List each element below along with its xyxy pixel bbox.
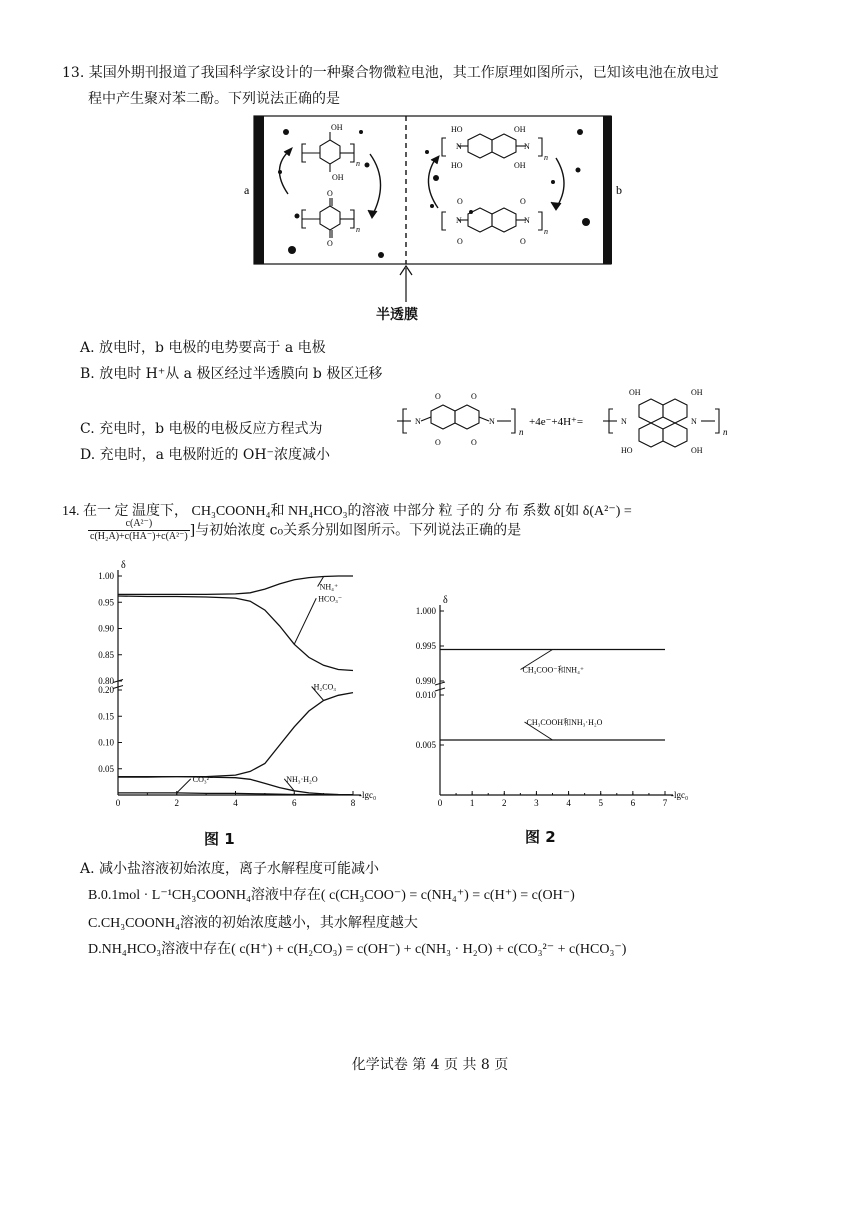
- series-label-0: NH₄⁺: [319, 582, 339, 592]
- svg-text:N: N: [691, 417, 697, 426]
- reduction-equation-diagram: [395, 385, 755, 457]
- svg-text:O: O: [471, 438, 477, 447]
- eq-n-left: n: [519, 427, 524, 437]
- x-tick-label: 2: [174, 798, 179, 808]
- svg-text:N: N: [456, 142, 462, 151]
- series-leader-4: [177, 779, 191, 793]
- page-footer: 化学试卷 第 4 页 共 8 页: [351, 1057, 509, 1073]
- electrode-b-label: b: [616, 183, 622, 197]
- svg-text:n: n: [356, 225, 360, 234]
- y-tick-label: 0.90: [98, 623, 114, 634]
- x-axis-label: -lgc₀: [359, 790, 377, 800]
- figure-2-caption: 图 2: [525, 828, 556, 846]
- svg-text:N: N: [621, 417, 627, 426]
- svg-text:OH: OH: [514, 161, 526, 170]
- svg-text:N: N: [415, 417, 421, 426]
- svg-text:OH: OH: [691, 388, 703, 397]
- svg-text:HO: HO: [621, 446, 633, 455]
- x-axis-label: -lgc₀: [671, 790, 689, 800]
- x-tick-label: 6: [292, 798, 297, 808]
- x-tick-label: 4: [566, 798, 571, 808]
- particles: [278, 129, 590, 258]
- svg-text:n: n: [544, 227, 548, 236]
- x-tick-label: 5: [598, 798, 603, 808]
- eq-plus-electrons: +4e⁻+4H⁺=: [529, 416, 584, 428]
- svg-text:O: O: [435, 392, 441, 401]
- svg-text:HO: HO: [451, 125, 463, 134]
- y-tick-label: 0.010: [415, 690, 436, 700]
- eq-n-right: n: [723, 427, 728, 437]
- y-tick-label: 0.80: [98, 676, 114, 686]
- y-tick-label: 1.000: [415, 606, 436, 616]
- svg-text:OH: OH: [331, 123, 343, 132]
- y-tick-label: 0.10: [98, 737, 114, 748]
- cell-frame: [254, 116, 611, 264]
- svg-text:O: O: [520, 197, 526, 206]
- series-line-0: [118, 576, 353, 594]
- figure-2: [410, 595, 700, 820]
- svg-text:O: O: [520, 237, 526, 246]
- electrode-a-label: a: [244, 183, 250, 197]
- y-tick-label: 0.95: [98, 597, 114, 608]
- q13-stem-line1: 13. 某国外期刊报道了我国科学家设计的一种聚合物微粒电池，其工作原理如图所示，已知该电池在放电过: [62, 65, 719, 81]
- y-axis-label: δ: [443, 595, 448, 606]
- q13-option-d: D. 充电时，a 电极附近的 OH⁻浓度减小: [80, 447, 330, 463]
- electrode-a: [254, 116, 264, 264]
- fraction-denominator: c(H₂A)+c(HA⁻)+c(A²⁻): [90, 531, 188, 542]
- q14-stem-tail: ]与初始浓度 c₀关系分别如图所示。下列说法正确的是: [189, 522, 522, 539]
- svg-text:n: n: [356, 159, 360, 168]
- figure-2-chart: [410, 595, 700, 820]
- x-tick-label: 4: [233, 798, 238, 808]
- q13-option-c: C. 充电时，b 电极的电极反应方程式为: [80, 421, 323, 437]
- series-label-0: CH₃COO⁻和NH₄⁺: [522, 665, 585, 675]
- q14-stem-line2: [88, 518, 521, 543]
- q13-option-a: A. 放电时，b 电极的电势要高于 a 电极: [80, 340, 326, 356]
- x-tick-label: 6: [630, 798, 636, 808]
- svg-text:n: n: [544, 153, 548, 162]
- electrode-b: [603, 116, 612, 264]
- figure-1-chart: [88, 560, 398, 820]
- series-label-1: HCO₃⁻: [318, 594, 343, 604]
- svg-text:O: O: [327, 189, 333, 198]
- y-axis-label: δ: [121, 560, 126, 571]
- figure-1-caption: 图 1: [204, 830, 235, 848]
- hydroquinone-unit: [302, 132, 354, 172]
- series-line-2: [118, 693, 353, 778]
- x-tick-label: 8: [350, 798, 356, 808]
- q13-option-c-equation: [395, 385, 755, 457]
- svg-text:N: N: [489, 417, 495, 426]
- q14-option-c: C.CH₃COONH₄溶液的初始浓度越小，其水解程度越大: [88, 916, 418, 931]
- delta-fraction: [88, 518, 190, 543]
- x-tick-label: 0: [115, 798, 121, 808]
- series-label-3: NH₃·H₂O: [286, 774, 318, 784]
- x-tick-label: 7: [662, 798, 668, 808]
- svg-text:O: O: [457, 237, 463, 246]
- svg-text:N: N: [524, 216, 530, 225]
- benzoquinone-unit: [302, 198, 354, 238]
- q14-option-d: D.NH₄HCO₃溶液中存在( c(H⁺) + c(H₂CO₃) = c(OH⁻) + c(NH₃ · H₂O) + c(CO₃²⁻ + c(HCO₃⁻): [88, 942, 627, 957]
- x-tick-label: 3: [534, 798, 539, 808]
- q14-option-b: B.0.1mol · L⁻¹CH₃COONH₄溶液中存在( c(CH₃COO⁻) = c(NH₄⁺) = c(H⁺) = c(OH⁻): [88, 888, 575, 903]
- q14-option-a: A. 减小盐溶液初始浓度，离子水解程度可能减小: [80, 861, 380, 877]
- x-tick-label: 1: [469, 798, 475, 808]
- y-tick-label: 0.005: [415, 740, 436, 750]
- series-line-1: [118, 596, 353, 671]
- y-tick-label: 0.990: [415, 676, 436, 686]
- svg-text:O: O: [327, 239, 333, 248]
- x-tick-label: 0: [437, 798, 443, 808]
- svg-text:O: O: [471, 392, 477, 401]
- svg-text:O: O: [435, 438, 441, 447]
- battery-diagram: [240, 112, 630, 327]
- y-tick-label: 0.05: [98, 763, 114, 774]
- battery-figure: [240, 112, 630, 327]
- series-leader-1: [294, 598, 316, 644]
- series-label-2: H₂CO₃: [313, 682, 337, 692]
- svg-text:OH: OH: [514, 125, 526, 134]
- q13-option-b: B. 放电时 H⁺从 a 极区经过半透膜向 b 极区迁移: [80, 366, 383, 382]
- q13-stem-line2: 程中产生聚对苯二酚。下列说法正确的是: [88, 91, 340, 107]
- membrane-label: 半透膜: [376, 307, 418, 323]
- svg-text:N: N: [524, 142, 530, 151]
- q14-stem-line1: 14. 在一 定 温度下， CH₃COONH₄和 NH₄HCO₃的溶液 中部分 粒 子的 分 布 系数 δ[如 δ(A²⁻) =: [62, 504, 632, 519]
- y-tick-label: 0.85: [98, 649, 114, 660]
- fraction-numerator: c(A²⁻): [88, 518, 190, 531]
- svg-text:N: N: [456, 216, 462, 225]
- series-label-1: CH₃COOH和NH₃·H₂O: [526, 718, 603, 727]
- figure-1: [88, 560, 398, 820]
- svg-text:OH: OH: [332, 173, 344, 182]
- series-label-4: CO₃²⁻: [192, 774, 214, 784]
- svg-text:HO: HO: [451, 161, 463, 170]
- svg-text:OH: OH: [691, 446, 703, 455]
- y-tick-label: 0.20: [98, 685, 114, 695]
- x-tick-label: 2: [502, 798, 507, 808]
- svg-text:OH: OH: [629, 388, 641, 397]
- svg-text:O: O: [457, 197, 463, 206]
- y-tick-label: 1.00: [98, 571, 114, 581]
- y-tick-label: 0.995: [415, 641, 436, 651]
- y-tick-label: 0.15: [98, 711, 114, 722]
